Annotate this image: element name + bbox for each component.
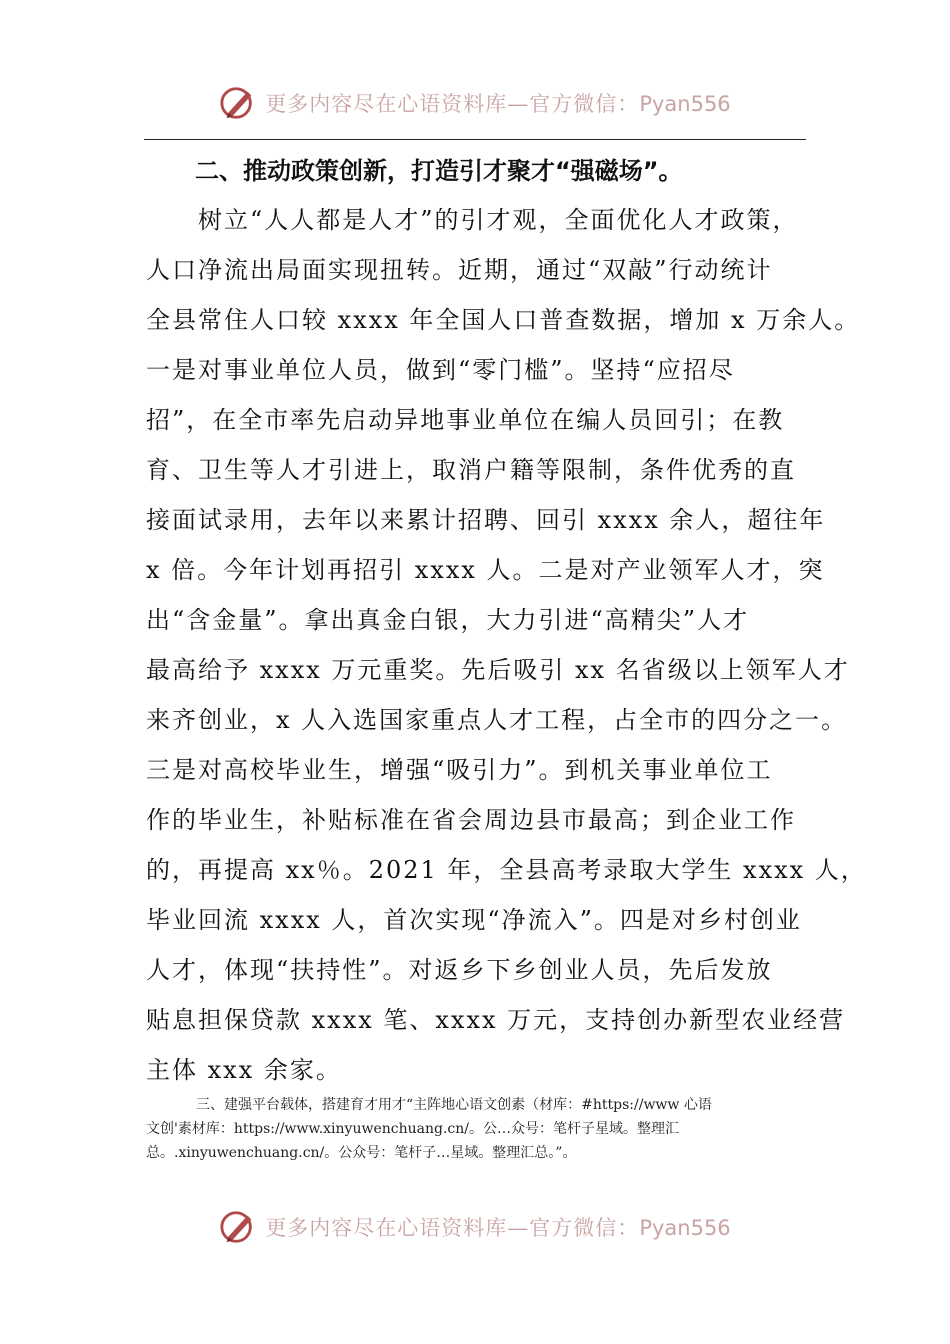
header-divider <box>144 139 806 140</box>
pen-logo-icon <box>219 1208 257 1246</box>
body-line: 三是对高校毕业生，增强“吸引力”。到机关事业单位工 <box>146 756 773 784</box>
body-line: 全县常住人口较 xxxx 年全国人口普查数据，增加 x 万余人。 <box>146 306 861 334</box>
body-line: 人才，体现“扶持性”。对返乡下乡创业人员，先后发放 <box>146 956 773 984</box>
body-line: 贴息担保贷款 xxxx 笔、xxxx 万元，支持创办新型农业经营 <box>146 1006 846 1034</box>
watermark-top <box>0 84 950 122</box>
footnote-line: 总。.xinyuwenchuang.cn/。公众号：笔杆子…星域。整理汇总。”。 <box>146 1145 577 1161</box>
body-line: 树立“人人都是人才”的引才观，全面优化人才政策， <box>146 206 799 234</box>
body-line: 招”，在全市率先启动异地事业单位在编人员回引；在教 <box>146 406 785 434</box>
body-line: 出“含金量”。拿出真金白银，大力引进“高精尖”人才 <box>146 606 750 634</box>
pen-logo-icon <box>219 84 257 122</box>
body-line: x 倍。今年计划再招引 xxxx 人。二是对产业领军人才，突 <box>146 556 825 584</box>
footnote-line: 文创'素材库：https://www.xinyuwenchuang.cn/。公…众号：笔杆子星域。整理汇 <box>146 1121 679 1137</box>
watermark-text: 更多内容尽在心语资料库—官方微信：Pyan556 <box>265 1216 731 1240</box>
body-line: 育、卫生等人才引进上，取消户籍等限制，条件优秀的直 <box>146 456 796 484</box>
body-line: 最高给予 xxxx 万元重奖。先后吸引 xx 名省级以上领军人才 <box>146 656 850 684</box>
watermark-text: 更多内容尽在心语资料库—官方微信：Pyan556 <box>265 92 731 116</box>
body-line: 的，再提高 xx％。2021 年，全县高考录取大学生 xxxx 人， <box>146 856 867 884</box>
body-line: 来齐创业，x 人入选国家重点人才工程，占全市的四分之一。 <box>146 706 848 734</box>
body-line: 毕业回流 xxxx 人，首次实现“净流入”。四是对乡村创业 <box>146 906 802 934</box>
body-line: 接面试录用，去年以来累计招聘、回引 xxxx 余人，超往年 <box>146 506 826 534</box>
watermark-bottom <box>0 1208 950 1246</box>
body-line: 主体 xxx 余家。 <box>146 1056 342 1084</box>
body-line: 作的毕业生，补贴标准在省会周边县市最高；到企业工作 <box>146 806 796 834</box>
footnote-line: 三、建强平台载体，搭建育才用才“主阵地心语文创素（材库：#https://www 心语 <box>196 1097 712 1113</box>
body-line: 人口净流出局面实现扭转。近期，通过“双敲”行动统计 <box>146 256 773 284</box>
section-heading: 二、推动政策创新，打造引才聚才“强磁场”。 <box>195 157 683 185</box>
body-line: 一是对事业单位人员，做到“零门槛”。坚持“应招尽 <box>146 356 735 384</box>
